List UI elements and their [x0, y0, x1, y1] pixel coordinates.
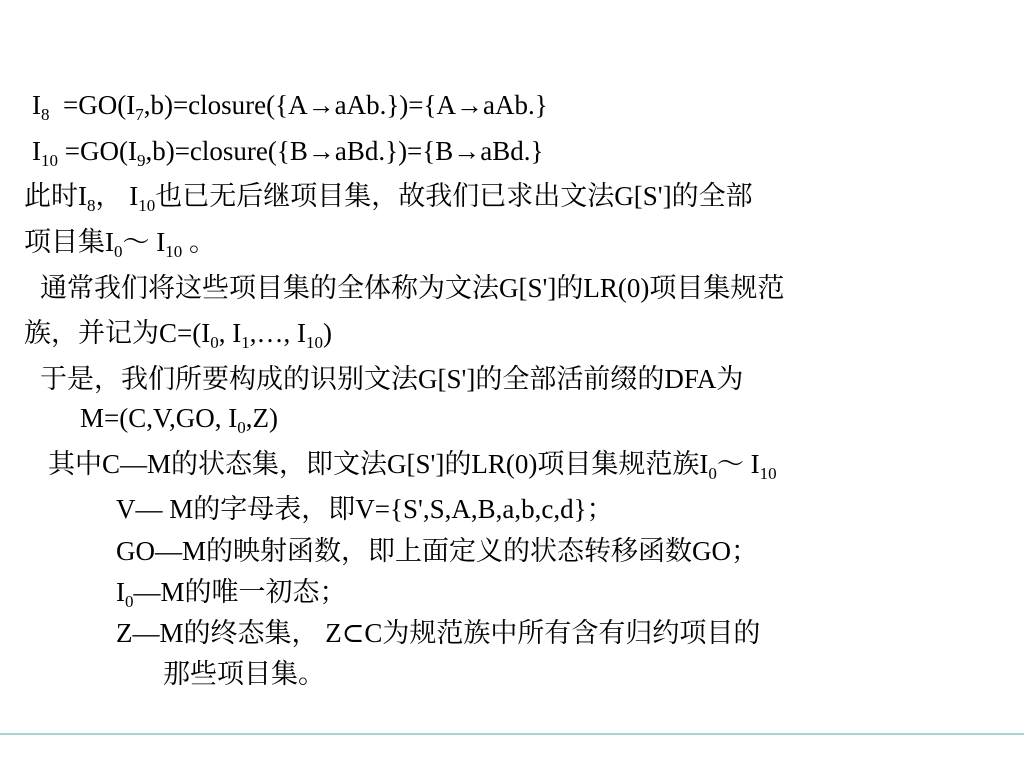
subscript: 0	[708, 464, 717, 483]
subscript: 10	[41, 151, 58, 170]
dfa-intro-sentence	[40, 361, 743, 397]
text-segment: =GO(I	[49, 90, 136, 120]
final-states-definition	[116, 615, 760, 651]
subscript: 8	[87, 196, 96, 215]
subscript: 0	[237, 418, 246, 437]
text-segment: ,…, I	[249, 318, 306, 348]
subscript: 0	[210, 333, 219, 352]
text-segment: I	[32, 90, 41, 120]
text-segment: 族，并记为C=(I	[24, 318, 211, 348]
text-segment: , I	[218, 318, 242, 348]
text-segment: 此时I	[24, 181, 87, 211]
text-segment: 。	[182, 227, 216, 257]
text-segment: ,b)=closure({A→aAb.})={A→aAb.}	[143, 90, 548, 120]
text-segment: ,Z)	[245, 403, 278, 433]
subscript: 10	[759, 464, 777, 483]
text-segment: )	[322, 318, 332, 348]
subscript: 7	[135, 105, 144, 124]
text-segment: ,b)=closure({B→aBd.})={B→aBd.}	[145, 136, 544, 166]
text-segment: ～ I	[716, 449, 760, 479]
alphabet-definition	[116, 491, 614, 527]
text-segment: V— M的字母表，即V={S',S,A,B,a,b,c,d}；	[116, 494, 614, 524]
no-successor-sentence	[24, 178, 753, 214]
collection-notation-line	[24, 315, 332, 351]
text-segment: ～ I	[122, 227, 166, 257]
subscript: 9	[136, 151, 146, 170]
subscript: 10	[305, 333, 323, 352]
text-segment: 也已无后继项目集，故我们已求出文法G[S']的全部	[155, 181, 753, 211]
text-segment: —M的唯一初态；	[133, 577, 347, 607]
text-segment: 其中C—M的状态集，即文法G[S']的LR(0)项目集规范族I	[48, 449, 709, 479]
text-segment: GO—M的映射函数，即上面定义的状态转移函数GO；	[116, 536, 759, 566]
goto-i8-definition	[32, 87, 548, 123]
text-segment: ， I	[95, 181, 139, 211]
dfa-tuple	[80, 400, 278, 436]
item-set-range-line	[24, 224, 216, 260]
goto-i10-definition	[32, 133, 543, 169]
subscript: 10	[138, 196, 156, 215]
subscript: 10	[165, 242, 183, 261]
footer-divider	[0, 733, 1024, 735]
final-states-continuation	[163, 656, 325, 692]
text-segment: 于是，我们所要构成的识别文法G[S']的全部活前缀的DFA为	[40, 364, 744, 394]
text-segment: M=(C,V,GO, I	[80, 403, 238, 433]
subscript: 1	[241, 333, 250, 352]
subscript: 8	[41, 105, 50, 124]
text-segment: =GO(I	[58, 136, 137, 166]
text-segment: Z—M的终态集， Z⊂C为规范族中所有含有归约项目的	[116, 618, 761, 648]
text-segment: 项目集I	[24, 227, 114, 257]
text-segment: 那些项目集。	[163, 659, 325, 689]
initial-state-definition	[116, 574, 347, 610]
subscript: 0	[114, 242, 123, 261]
mapping-function-definition	[116, 533, 758, 569]
state-set-definition	[48, 446, 777, 482]
text-segment: 通常我们将这些项目集的全体称为文法G[S']的LR(0)项目集规范	[40, 273, 785, 303]
text-segment: I	[116, 577, 125, 607]
text-segment: I	[32, 136, 41, 166]
subscript: 0	[125, 592, 134, 611]
canonical-collection-sentence	[40, 270, 784, 306]
